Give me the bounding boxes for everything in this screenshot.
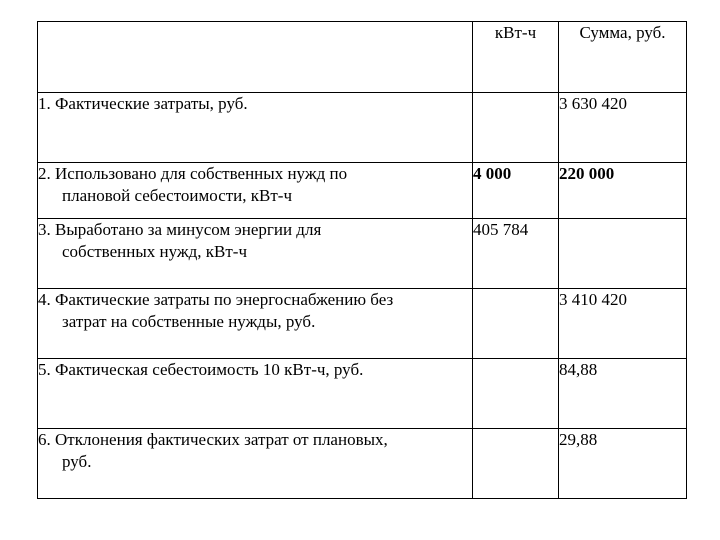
table-row — [38, 429, 687, 499]
row-text-line2: затрат на собственные нужды, руб. — [62, 312, 316, 331]
row-text-line1: 3. Выработано за минусом энергии для — [38, 220, 322, 239]
header-row — [38, 22, 687, 93]
row-sum: 220 000 — [559, 163, 687, 219]
row-kwh: 405 784 — [473, 219, 559, 289]
table-row — [38, 93, 687, 163]
row-description — [38, 429, 473, 499]
row-kwh — [473, 93, 559, 163]
row-description — [38, 219, 473, 289]
table-row — [38, 219, 687, 289]
row-sum: 84,88 — [559, 359, 687, 429]
cost-table — [37, 21, 687, 499]
row-kwh: 4 000 — [473, 163, 559, 219]
row-text-line1: 5. Фактическая себестоимость 10 кВт-ч, руб. — [38, 360, 364, 379]
header-kwh: кВт-ч — [473, 22, 559, 93]
row-sum: 29,88 — [559, 429, 687, 499]
header-empty-cell — [38, 22, 473, 93]
row-description — [38, 359, 473, 429]
row-text-line2: плановой себестоимости, кВт-ч — [62, 186, 293, 205]
table-row — [38, 289, 687, 359]
header-sum: Сумма, руб. — [559, 22, 687, 93]
row-description — [38, 163, 473, 219]
row-text-line1: 1. Фактические затраты, руб. — [38, 94, 248, 113]
row-kwh — [473, 429, 559, 499]
row-description — [38, 93, 473, 163]
table-row — [38, 359, 687, 429]
row-text-line2: собственных нужд, кВт-ч — [62, 242, 248, 261]
table-row — [38, 163, 687, 219]
row-text-line1: 4. Фактические затраты по энергоснабжению без — [38, 290, 394, 309]
row-kwh — [473, 289, 559, 359]
row-sum — [559, 219, 687, 289]
row-sum: 3 630 420 — [559, 93, 687, 163]
row-text-line1: 2. Использовано для собственных нужд по — [38, 164, 348, 183]
row-text-line2: руб. — [62, 452, 92, 471]
row-kwh — [473, 359, 559, 429]
row-sum: 3 410 420 — [559, 289, 687, 359]
row-description — [38, 289, 473, 359]
row-text-line1: 6. Отклонения фактических затрат от плановых, — [38, 430, 388, 449]
